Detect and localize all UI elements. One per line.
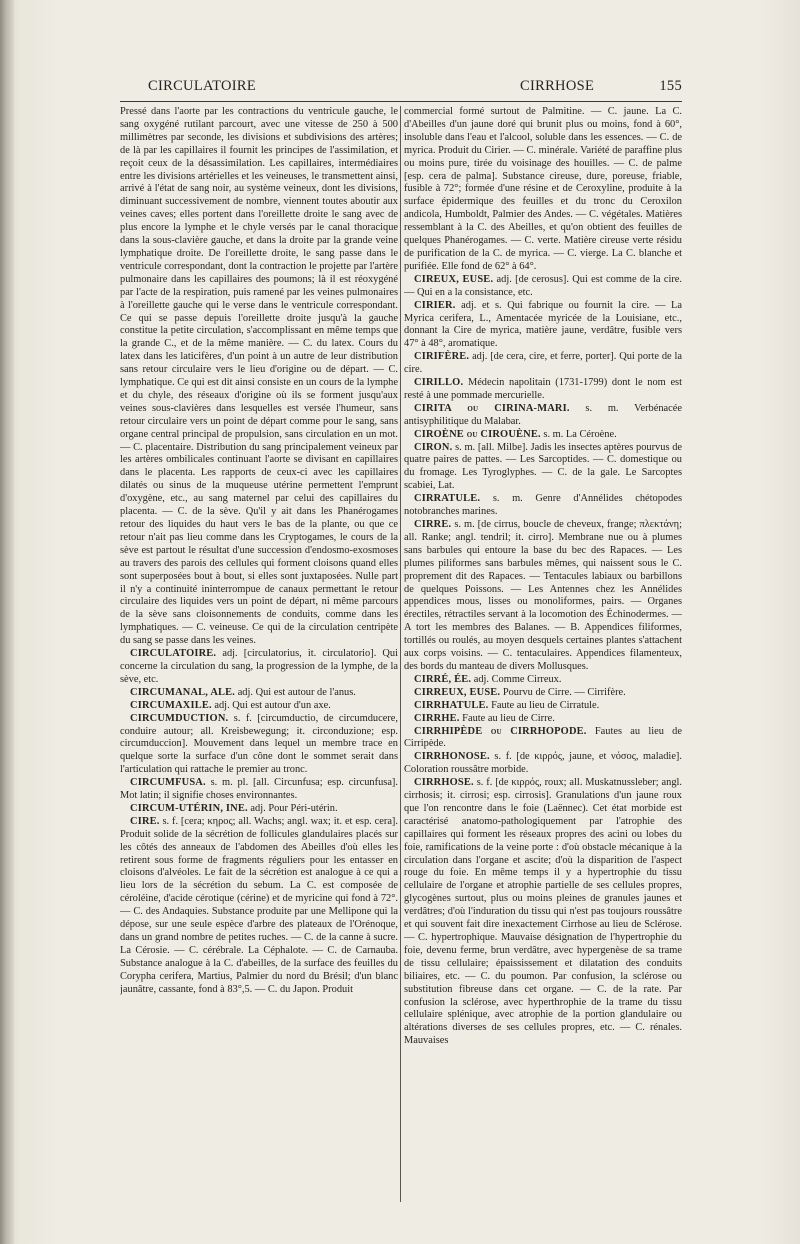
dictionary-entry: [120, 700, 398, 713]
entry-headword: CIROÈNE ou CIROUÈNE.: [414, 428, 541, 440]
entry-headword: CIRRE.: [414, 519, 452, 530]
entry-text: s. m. Verbénacée antisyphilitique du Malabar.: [404, 402, 682, 427]
dictionary-entry: [404, 106, 682, 274]
column-divider: [400, 106, 401, 1202]
dictionary-entry: [120, 713, 398, 778]
entry-headword: CIRRHOSE.: [414, 777, 474, 789]
entry-headword: CIRRÉ, ÉE.: [414, 673, 472, 685]
entry-text: s. m. pl. [all. Circunfusa; esp. circunfusa]. Mot latin; il signifie choses environnantes.: [120, 777, 398, 802]
dictionary-entry: [404, 713, 682, 726]
entry-text: adj. Qui est autour d'un axe.: [211, 699, 331, 711]
entry-text: Médecin napolitain (1731-1799) dont le nom est resté à une pommade mercurielle.: [404, 377, 682, 401]
entry-headword: CIRILLO.: [414, 377, 464, 389]
entry-text: s. f. [de κιρρός, roux; all. Muskatnussleber; angl. cirrhosis; it. cirrosi; esp. cirrosis]. Granulations d'un jaune roux que l'on rencontre dans le foie (Laënnec). Cet état morbide est caractérisé anatomo-pathologiquement par l'atrophie des capillaires qui forment les réseaux propres des acini ou lobes du foie, ramifications de la veine porte : d'où obstacle mécanique à la circulation dans l'organe et ascite; d'où la disparition de l'aspect rouge du foie. En même temps il y a hypertrophie du tissu cellulaire de l'organe et atrophie partielle de ses cellules propres, glycogènes surtout, plus ou moins pleines de granules jaunes et verdâtres; d'où l'induration du tissu qui n'est pas toujours roussâtre et qui souvent fait dire inexactement Cirrhose au lieu de Sclérose. — C. hypertrophique. Mauvaise désignation de l'hypertrophie du foie, devenu ferme, brun verdâtre, avec hypergenèse de sa trame de tissu cellulaire; épaississement et dilatation des conduits biliaires, etc. — C. du poumon. Par confusion, la sclérose ou substitution fibreuse dans cet organe. — C. de la rate. Par confusion la sclérose, avec hyperthrophie de la trame du tissu cellulaire splénique, avec atrophie de la portion glandulaire ou altérations diverses de ses cellules propres, etc. — C. rénales. Mauvaises: [404, 777, 682, 1047]
entry-text: s. m. [all. Milbe]. Jadis les insectes aptères pourvus de quatre paires de pattes. — Les Sarcoptides. — C. domestique ou du fromage. Les Tyroglyphes. — C. de la gale. Le Sarcoptes scabiei, Lat.: [404, 441, 682, 492]
entry-headword: CIRE.: [130, 815, 160, 827]
entry-text: adj. [circulatorius, it. circulatorio]. Qui concerne la circulation du sang, la progression de la lymphe, de la sève, etc.: [120, 648, 398, 685]
entry-text: adj. [de cera, cire, et ferre, porter]. Qui porte de la cire.: [404, 351, 682, 376]
entry-text: adj. Qui est autour de l'anus.: [235, 686, 356, 698]
entry-text: Fautes au lieu de Cirripède.: [404, 725, 682, 750]
dictionary-entry: [404, 300, 682, 352]
entry-text: s. f. [de κιρρός, jaune, et νόσος, maladie]. Coloration roussâtre morbide.: [404, 751, 682, 776]
entry-headword: CIRON.: [414, 441, 453, 453]
entry-headword: CIRCULATOIRE.: [130, 648, 217, 660]
dictionary-entry: [404, 519, 682, 674]
left-column: [120, 106, 398, 1206]
dictionary-entry: [404, 687, 682, 700]
dictionary-entry: [404, 274, 682, 300]
dictionary-entry: [120, 803, 398, 816]
entry-text: Faute au lieu de Cirre.: [459, 712, 555, 724]
dictionary-entry: [120, 106, 398, 648]
entry-text: s. f. [circumductio, de circumducere, conduire autour; all. Kreisbewegung; it. circonduzione; esp. circumduccion]. Mouvement dans lequel un membre trace en quelque sorte la surface d'un cône dont le sommet serait dans l'articulation qui rattache le premier au tronc.: [120, 712, 398, 776]
entry-headword: CIRREUX, EUSE.: [414, 686, 501, 698]
entry-headword: CIRRHIPÈDE ou CIRRHOPODE.: [414, 725, 587, 737]
entry-text: Faute au lieu de Cirratule.: [488, 699, 600, 711]
header-rule: [120, 101, 682, 102]
header-left-title: CIRCULATOIRE: [148, 78, 257, 94]
dictionary-entry: [404, 403, 682, 429]
entry-headword: CIREUX, EUSE.: [414, 273, 494, 285]
entry-text: adj. Comme Cirreux.: [471, 673, 562, 685]
entry-text: s. m. [de cirrus, boucle de cheveux, frange; πλεκτάνη; all. Ranke; angl. tendril; it. cirro]. Membrane nue ou à plumes sans barbules qui entoure la base du bec des Rapaces. — Les plumes piliformes sans barbules mêmes, qui naissent sous le C. proprement dit des Rapaces. — Tentacules labiaux ou barbillons de quelques Poissons. — Les Antennes chez les Annélides appendices mous, lisses ou monoliformes, pairs. — Organes érectiles, rétractiles servant à la locomotion des Échinodermes. — A tort les membres des Balanes. — B. Appendices filiformes, tortillés ou roulés, au moyen desquels certaines plantes s'attachent aux corps voisins. — C. tentaculaires. Appendices filamenteux, des bords du manteau de divers Mollusques.: [404, 519, 682, 672]
entry-text: s. m. La Céroène.: [540, 428, 617, 440]
running-header: [120, 78, 680, 98]
entry-headword: CIRITA ou CIRINA-MARI.: [414, 402, 570, 414]
dictionary-entry: [404, 493, 682, 519]
right-column: [404, 106, 682, 1206]
entry-text: adj. et s. Qui fabrique ou fournit la cire. — La Myrica cerifera, L., Amentacée myricée de la Louisiane, etc., donnant la Cire de myrica, matière jaune, verdâtre, fusible vers 47° à 48°, aromatique.: [404, 299, 682, 350]
dictionary-entry: [120, 777, 398, 803]
entry-headword: CIRIFÈRE.: [414, 351, 470, 363]
dictionary-entry: [404, 700, 682, 713]
dictionary-entry: [120, 816, 398, 997]
entry-text: Pourvu de Cirre. — Cirrifère.: [500, 686, 626, 698]
entry-text: adj. Pour Péri-utérin.: [247, 802, 338, 814]
entry-headword: CIRRHE.: [414, 712, 460, 724]
entry-text: adj. [de cerosus]. Qui est comme de la cire. — Qui en a la consistance, etc.: [404, 273, 682, 298]
entry-text: s. m. Genre d'Annélides chétopodes notobranches marines.: [404, 493, 682, 518]
dictionary-entry: [404, 674, 682, 687]
dictionary-entry: [404, 377, 682, 403]
page-number: 155: [659, 78, 682, 94]
dictionary-entry: [120, 687, 398, 700]
entry-headword: CIRCUMANAL, ALE.: [130, 686, 236, 698]
dictionary-entry: [404, 429, 682, 442]
entry-headword: CIRCUMDUCTION.: [130, 712, 229, 724]
entry-headword: CIRRHATULE.: [414, 699, 489, 711]
dictionary-entry: [120, 648, 398, 687]
dictionary-entry: [404, 351, 682, 377]
dictionary-entry: [404, 726, 682, 752]
entry-headword: CIRRHONOSE.: [414, 751, 490, 763]
entry-headword: CIRIER.: [414, 299, 456, 311]
dictionary-entry: [404, 777, 682, 1048]
entry-text: commercial formé surtout de Palmitine. — C. jaune. La C. d'Abeilles d'un jaune doré qui brunit plus ou moins, fond à 60°, insoluble dans l'eau et l'alcool, soluble dans les essences. — C. de myrica. Produit du Cirier. — C. minérale. Variété de paraffine plus ou moins pure, tirée du voisinage des houilles. — C. de palme [esp. cera de palma]. Substance cireuse, dure, poreuse, friable, fusible à 72°; formée d'une résine et de Ceroxyline, produite à la surface épidermique des feuilles et du tronc du Ceroxilon andicola, Humboldt, Palmier des Andes. — C. végétales. Matières ressemblant à la C. des Abeilles, et qu'on obtient des feuilles de quelques Phanérogames. — C. verte. Matière cireuse verte résidu de purification de la C. de myrica. — C. vierge. La C. blanche et purifiée. Elle fond de 62° à 64°.: [404, 106, 682, 272]
entry-text: s. f. [cera; κηρος; all. Wachs; angl. wax; it. et esp. cera]. Produit solide de la sécrétion de follicules glandulaires placés sur les côtés des anneaux de l'abdomen des Abeilles d'où elles les retirent sous forme de fragments réguliers pour les entasser en cloisons d'alvéoles. Le fait de la sécrétion est analogue à ce qui a lieu lors de la sécrétion du sebum. La C. est composée de céroléine, d'acide cérotique (cérine) et de myricine qui fond à 72°. — C. des Andaquies. Substance produite par une Mellipone qui la dépose, sur une seule espèce d'arbre des plateaux de l'Orénoque, dans un grand nombre de petites ruches. — C. de la canne à sucre. La Cérosie. — C. cérébrale. La Céphalote. — C. de Carnauba. Substance analogue à la C. d'abeilles, de la surface des feuilles du Corypha cerifera, Martius, Palmier du nord du Brésil; d'un blanc jaunâtre, cassante, fond à 83°,5. — C. du Japon. Produit: [120, 815, 398, 995]
page-binding-shadow: [0, 0, 14, 1244]
dictionary-entry: [404, 751, 682, 777]
entry-headword: CIRRATULE.: [414, 493, 481, 505]
entry-headword: CIRCUMAXILE.: [130, 699, 212, 711]
entry-headword: CIRCUMFUSA.: [130, 777, 206, 789]
entry-text: Pressé dans l'aorte par les contractions du ventricule gauche, le sang oxygéné rutilant parcourt, avec une vitesse de 250 à 500 millimètres par seconde, les divisions et subdivisions des artères; de là par les capillaires il fournit les principes de l'assimilation, et reçoit ceux de la désassimilation. Les capillaires, intermédiaires entre les divisions artérielles et les veineuses, le transmettent ainsi, arrivé à l'état de sang noir, au système veineux, dont les divisions, diminuant successivement de nombre, viennent toutes aboutir aux veines caves; elles portent dans l'oreillette droite le sang avec de plus encore la lymphe et le chyle versés par le canal thoracique dans la sous-clavière gauche, et dans la droite par la grande veine lymphatique droite. De l'oreillette droite, le sang passe dans le ventricule correspondant, dont la contraction le projette par l'artère pulmonaire dans les capillaires des poumons; là il est réoxygéné par l'acte de la respiration, puis ramené par les veines pulmonaires à l'oreillette gauche qui le verse dans le ventricule correspondant. Ce qui se passe depuis l'oreillette droite jusqu'à la gauche constitue la petite circulation, s'accomplissant en même temps que la grande C., et de la même manière. — C. du latex. Cours du latex dans les laticifères, d'un point à un autre de leur distribution sans retour circulaire vers le lieu d'origine ou de départ. — C. lymphatique. Ce qui est dit ainsi consiste en un cours de la lymphe et du chyle, des réseaux d'origine où ils se forment jusqu'aux veines sous-clavières dans lesquelles est versée l'humeur, sans retour circulaire vers un point de départ comme pour le sang, sans organe central principal de propulsion, sans circulation en un mot. — C. placentaire. Distribution du sang principalement veineux par les artères ombilicales continuant l'aorte se divisant en capillaires dans le placenta. Les rapports de ceux-ci avec les capillaires dilatés ou sinus de la muqueuse utérine permettent l'emprunt d'oxygène, etc., au sang maternel par celui des capillaires du placenta. — C. de la sève. Qu'il y ait dans les Phanérogames retour des liquides du haut vers le bas de la plante, ou que ce retour n'ait pas lieu comme dans les Cryptogames, le cours de la sève est partout le résultat d'une succession d'endosmo-exosmoses au travers des parois des cellules qui forment cloisons quand elles sont superposées bout à bout, si elles sont juxtaposées. Nulle part il n'y a continuité ininterrompue de canaux permettant le retour circulaire des liquides vers un point de départ, ni même parcours de la sève sans cloisonnements de conduits, comme dans les lymphatiques. — C. veineuse. Ce qui de la circulation centripète du sang se passe dans les veines.: [120, 106, 398, 647]
entry-headword: CIRCUM-UTÉRIN, INE.: [130, 802, 248, 814]
dictionary-entry: [404, 442, 682, 494]
header-right-title: CIRRHOSE: [520, 78, 595, 94]
